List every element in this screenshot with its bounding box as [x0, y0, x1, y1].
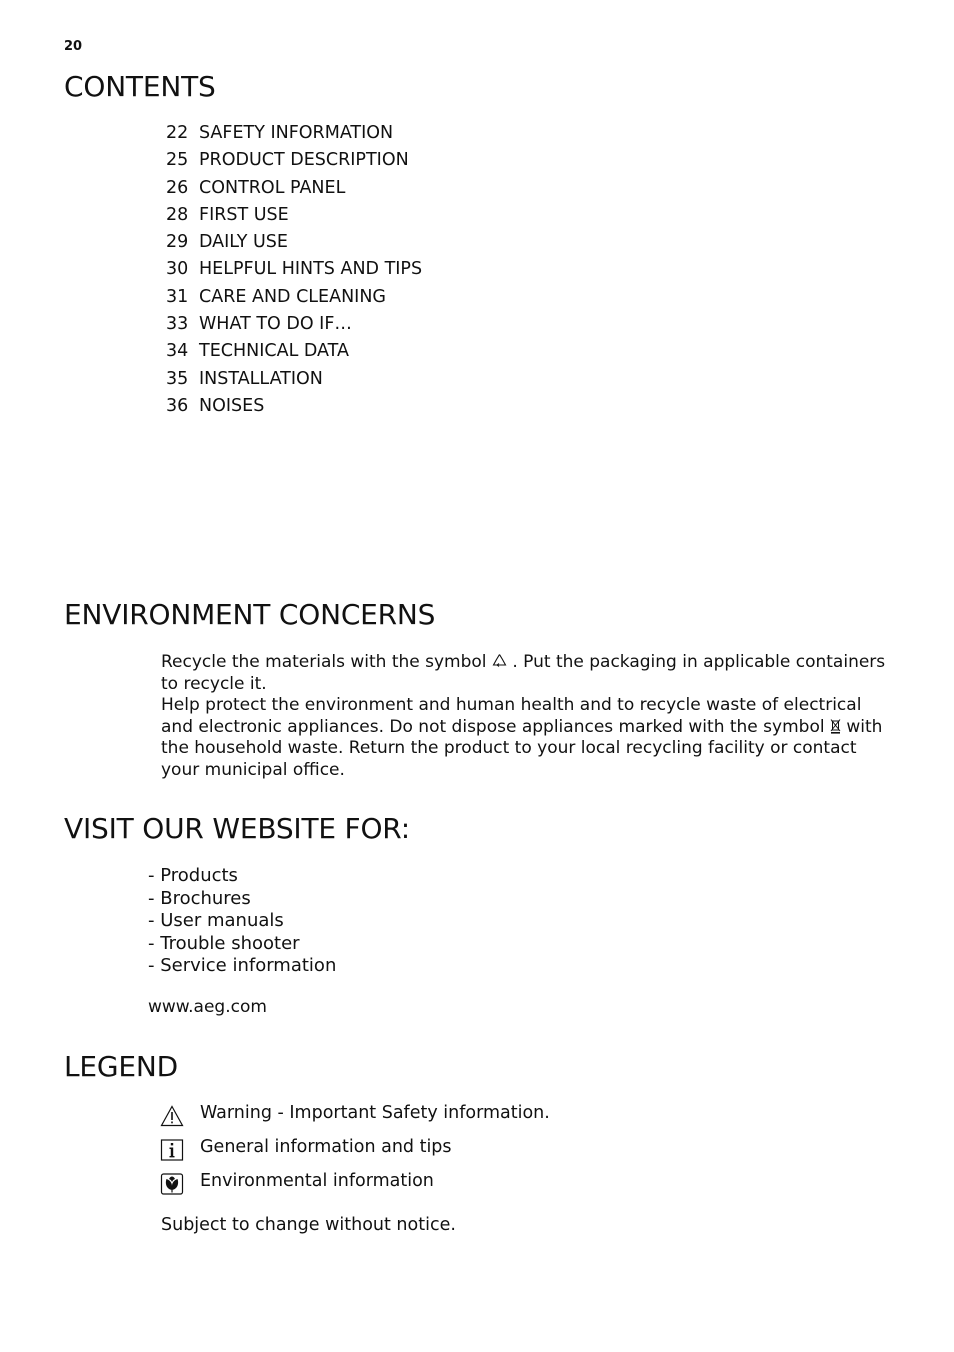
toc-title: FIRST USE	[199, 204, 289, 225]
toc-page: 36	[166, 395, 189, 416]
toc-title: DAILY USE	[199, 232, 288, 253]
toc-title: TECHNICAL DATA	[199, 341, 349, 362]
toc-title: WHAT TO DO IF…	[199, 314, 352, 335]
toc-item[interactable]	[166, 257, 422, 284]
website-list	[148, 865, 336, 978]
table-of-contents	[166, 121, 422, 421]
legend-label: Environmental information	[200, 1171, 434, 1191]
toc-page: 26	[166, 177, 189, 198]
toc-page: 30	[166, 259, 189, 280]
legend-label: General information and tips	[200, 1137, 452, 1157]
info-icon	[160, 1139, 184, 1161]
environment-heading: ENVIRONMENT CONCERNS	[64, 598, 436, 631]
toc-item[interactable]	[166, 230, 422, 257]
toc-item[interactable]	[166, 339, 422, 366]
change-notice: Subject to change without notice.	[161, 1215, 456, 1235]
toc-item[interactable]	[166, 176, 422, 203]
list-item: - User manuals	[148, 910, 284, 932]
list-item: - Products	[148, 865, 238, 886]
environment-paragraph-2	[161, 695, 891, 781]
warning-triangle-icon	[160, 1105, 184, 1127]
website-heading: VISIT OUR WEBSITE FOR:	[64, 812, 410, 845]
page-number: 20	[64, 39, 83, 54]
list-item: - Brochures	[148, 887, 251, 909]
toc-title: INSTALLATION	[199, 368, 323, 389]
legend-heading: LEGEND	[64, 1050, 178, 1083]
environment-leaf-icon	[160, 1173, 184, 1195]
environment-text	[161, 652, 891, 781]
toc-item[interactable]	[166, 367, 422, 394]
crossed-bin-icon	[830, 718, 841, 734]
toc-title: HELPFUL HINTS AND TIPS	[199, 259, 423, 280]
toc-page: 22	[166, 123, 189, 143]
list-item: - Service information	[148, 955, 337, 977]
list-item: - Trouble shooter	[148, 932, 300, 954]
toc-item[interactable]	[166, 394, 422, 421]
recycle-icon	[492, 653, 507, 669]
environment-paragraph-1	[161, 652, 891, 695]
toc-title: CONTROL PANEL	[199, 177, 346, 198]
toc-page: 35	[166, 368, 189, 389]
toc-title: NOISES	[199, 395, 265, 416]
contents-heading: CONTENTS	[64, 70, 216, 103]
environment-text-part: . Put the packaging in applicable containers to recycle it.	[161, 652, 886, 694]
environment-text-part: Recycle the materials with the symbol	[161, 652, 492, 672]
legend-label: Warning - Important Safety information.	[200, 1103, 550, 1123]
toc-item[interactable]	[166, 203, 422, 230]
toc-page: 29	[166, 232, 189, 253]
toc-title: SAFETY INFORMATION	[199, 123, 394, 143]
toc-title: CARE AND CLEANING	[199, 286, 386, 307]
environment-text-part: with the household waste. Return the product to your local recycling facility or contact your municipal office.	[161, 716, 883, 780]
toc-page: 28	[166, 204, 189, 225]
toc-page: 31	[166, 286, 189, 307]
toc-page: 34	[166, 341, 189, 362]
toc-item[interactable]	[166, 148, 422, 175]
website-link[interactable]: www.aeg.com	[148, 997, 267, 1017]
toc-page: 33	[166, 314, 189, 335]
toc-item[interactable]	[166, 121, 422, 148]
toc-item[interactable]	[166, 285, 422, 312]
toc-title: PRODUCT DESCRIPTION	[199, 150, 409, 171]
toc-page: 25	[166, 150, 189, 171]
toc-item[interactable]	[166, 312, 422, 339]
environment-text-part: Help protect the environment and human health and to recycle waste of electrical and electronic appliances. Do not dispose appliances marked with the symbol	[161, 695, 862, 737]
